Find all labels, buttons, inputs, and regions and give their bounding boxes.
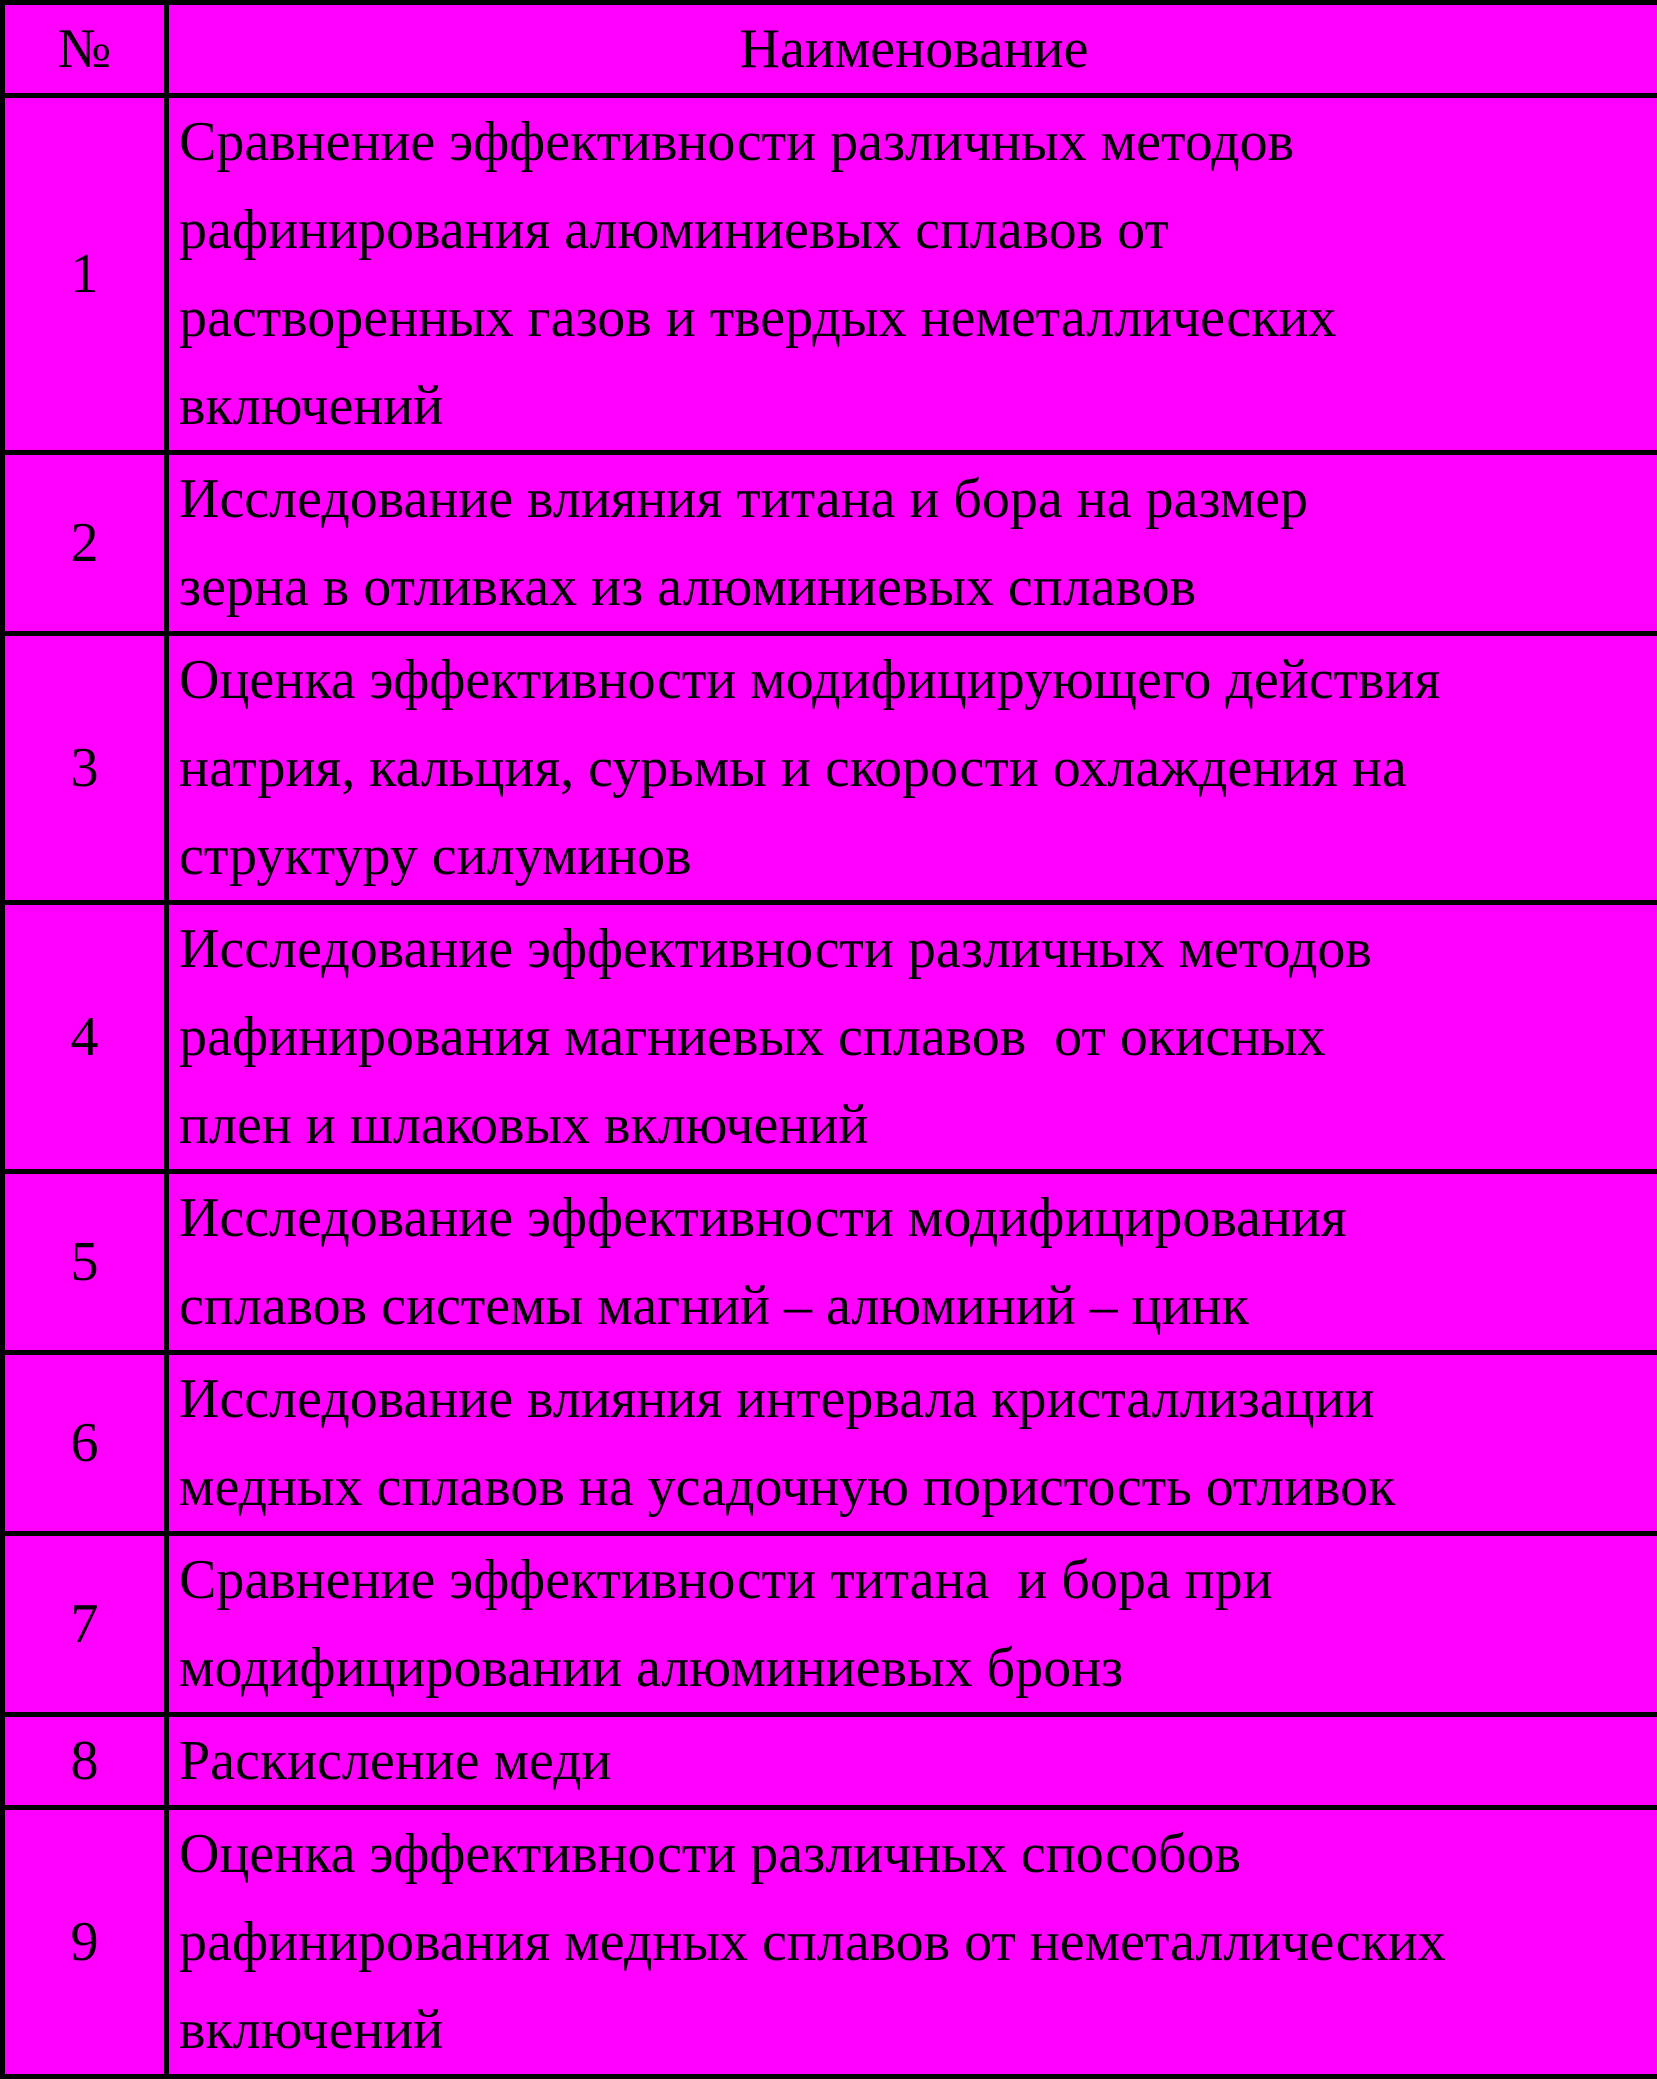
row-number: 9 [3, 1808, 167, 2077]
row-title-line: натрия, кальция, сурьмы и скорости охлаждения на [179, 724, 1649, 812]
table-row [3, 96, 1657, 453]
row-title-line: Исследование влияния титана и бора на размер [179, 455, 1649, 543]
row-title-line: включений [179, 1986, 1649, 2074]
table-header-row [3, 3, 1657, 96]
row-title [167, 1353, 1657, 1534]
row-number: 7 [3, 1534, 167, 1715]
row-title-line: Раскисление меди [179, 1717, 1649, 1805]
table-row [3, 903, 1657, 1172]
row-title [167, 1172, 1657, 1353]
row-title-line: Оценка эффективности различных способов [179, 1810, 1649, 1898]
table-row [3, 1353, 1657, 1534]
row-title-line: рафинирования магниевых сплавов от окисных [179, 993, 1649, 1081]
row-title-line: структуру силуминов [179, 812, 1649, 900]
row-number: 8 [3, 1715, 167, 1808]
row-title-line: зерна в отливках из алюминиевых сплавов [179, 543, 1649, 631]
row-title [167, 1808, 1657, 2077]
row-title-line: Оценка эффективности модифицирующего действия [179, 636, 1649, 724]
table-row [3, 453, 1657, 634]
table-row [3, 1715, 1657, 1808]
table-row [3, 1172, 1657, 1353]
row-number: 5 [3, 1172, 167, 1353]
row-title-line: модифицировании алюминиевых бронз [179, 1624, 1649, 1712]
row-title-line: Исследование эффективности различных методов [179, 905, 1649, 993]
row-number: 4 [3, 903, 167, 1172]
row-number: 3 [3, 634, 167, 903]
row-title-line: растворенных газов и твердых неметаллических [179, 274, 1649, 362]
table-row [3, 634, 1657, 903]
row-title-line: рафинирования алюминиевых сплавов от [179, 186, 1649, 274]
row-title-line: Сравнение эффективности титана и бора при [179, 1536, 1649, 1624]
row-title [167, 96, 1657, 453]
row-number: 1 [3, 96, 167, 453]
row-title-line: рафинирования медных сплавов от неметаллических [179, 1898, 1649, 1986]
row-title [167, 634, 1657, 903]
row-number: 2 [3, 453, 167, 634]
row-title-line: Исследование эффективности модифицирования [179, 1174, 1649, 1262]
row-number: 6 [3, 1353, 167, 1534]
row-title-line: Сравнение эффективности различных методов [179, 98, 1649, 186]
row-title-line: плен и шлаковых включений [179, 1081, 1649, 1169]
row-title-line: сплавов системы магний – алюминий – цинк [179, 1262, 1649, 1350]
header-name: Наименование [167, 3, 1657, 96]
row-title-line: медных сплавов на усадочную пористость отливок [179, 1443, 1649, 1531]
row-title-line: Исследование влияния интервала кристаллизации [179, 1355, 1649, 1443]
row-title [167, 1534, 1657, 1715]
row-title-line: включений [179, 362, 1649, 450]
table-row [3, 1534, 1657, 1715]
header-number: № [3, 3, 167, 96]
table-row [3, 1808, 1657, 2077]
row-title [167, 1715, 1657, 1808]
row-title [167, 903, 1657, 1172]
row-title [167, 453, 1657, 634]
